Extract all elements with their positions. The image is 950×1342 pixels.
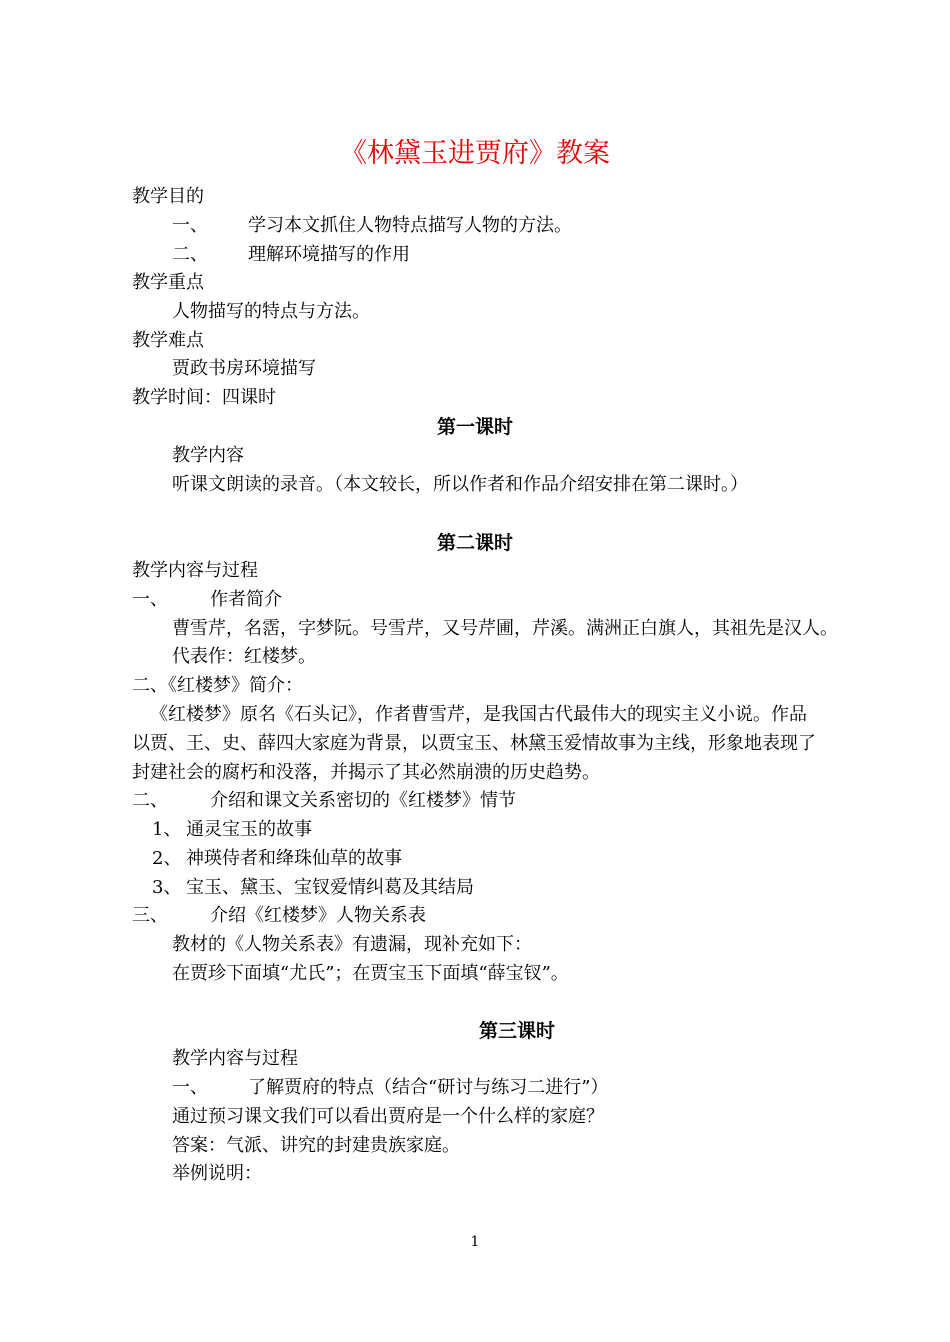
objective-item-2-num: 二、 [172,244,208,265]
lesson3-question: 通过预习课文我们可以看出贾府是一个什么样的家庭？ [172,1106,604,1127]
relations-section-num: 三、 [132,905,168,926]
author-section-num: 一、 [132,589,168,610]
key-point-text: 人物描写的特点与方法。 [172,301,370,322]
lesson3-process-label: 教学内容与过程 [172,1048,298,1069]
relations-section-title: 介绍《红楼梦》人物关系表 [210,905,426,926]
relations-line-2: 在贾珍下面填“尤氏”；在贾宝玉下面填“薛宝钗”。 [172,963,569,984]
lesson1-heading: 第一课时 [436,416,513,438]
difficulty-heading: 教学难点 [132,330,204,351]
lesson3-item-1-text: 了解贾府的特点（结合“研讨与练习二进行”） [248,1077,609,1098]
plot-item-1-num: 1、 [152,819,182,840]
lesson3-heading: 第三课时 [478,1020,555,1042]
hlm-intro-line-2: 以贾、王、史、薛四大家庭为背景，以贾宝玉、林黛玉爱情故事为主线，形象地表现了 [132,733,816,754]
plot-item-3-num: 3、 [152,877,182,898]
plot-item-3-text: 宝玉、黛玉、宝钗爱情纠葛及其结局 [186,877,474,898]
hlm-intro-line-1: 《红楼梦》原名《石头记》，作者曹雪芹，是我国古代最伟大的现实主义小说。作品 [150,704,807,725]
lesson2-heading: 第二课时 [436,532,513,554]
page-number: 1 [470,1234,480,1250]
plots-section-title: 介绍和课文关系密切的《红楼梦》情节 [210,790,516,811]
relations-line-1: 教材的《人物关系表》有遗漏，现补充如下： [172,934,532,955]
author-work: 代表作：红楼梦。 [172,646,316,667]
lesson1-content-text: 听课文朗读的录音。（本文较长，所以作者和作品介绍安排在第二课时。） [172,474,748,495]
difficulty-text: 贾政书房环境描写 [172,358,316,379]
author-section-title: 作者简介 [210,589,282,610]
objective-item-2-text: 理解环境描写的作用 [248,244,410,265]
lesson1-content-label: 教学内容 [172,445,244,466]
lesson2-process-label: 教学内容与过程 [132,560,258,581]
hlm-intro-title: 二、《红楼梦》简介： [132,675,303,696]
teaching-time: 教学时间：四课时 [132,387,276,408]
key-point-heading: 教学重点 [132,272,204,293]
lesson3-example: 举例说明： [172,1163,262,1184]
plot-item-1-text: 通灵宝玉的故事 [186,819,312,840]
objective-item-1-num: 一、 [172,215,208,236]
objective-item-1-text: 学习本文抓住人物特点描写人物的方法。 [248,215,572,236]
author-bio: 曹雪芹，名霑，字梦阮。号雪芹，又号芹圃，芹溪。满洲正白旗人，其祖先是汉人。 [172,618,838,639]
lesson3-item-1-num: 一、 [172,1077,208,1098]
hlm-intro-line-3: 封建社会的腐朽和没落，并揭示了其必然崩溃的历史趋势。 [132,762,600,783]
plots-section-num: 二、 [132,790,168,811]
objectives-heading: 教学目的 [132,186,204,207]
plot-item-2-num: 2、 [152,848,182,869]
plot-item-2-text: 神瑛侍者和绛珠仙草的故事 [186,848,402,869]
document-title: 《林黛玉进贾府》教案 [340,138,610,169]
lesson3-answer: 答案：气派、讲究的封建贵族家庭。 [172,1135,460,1156]
